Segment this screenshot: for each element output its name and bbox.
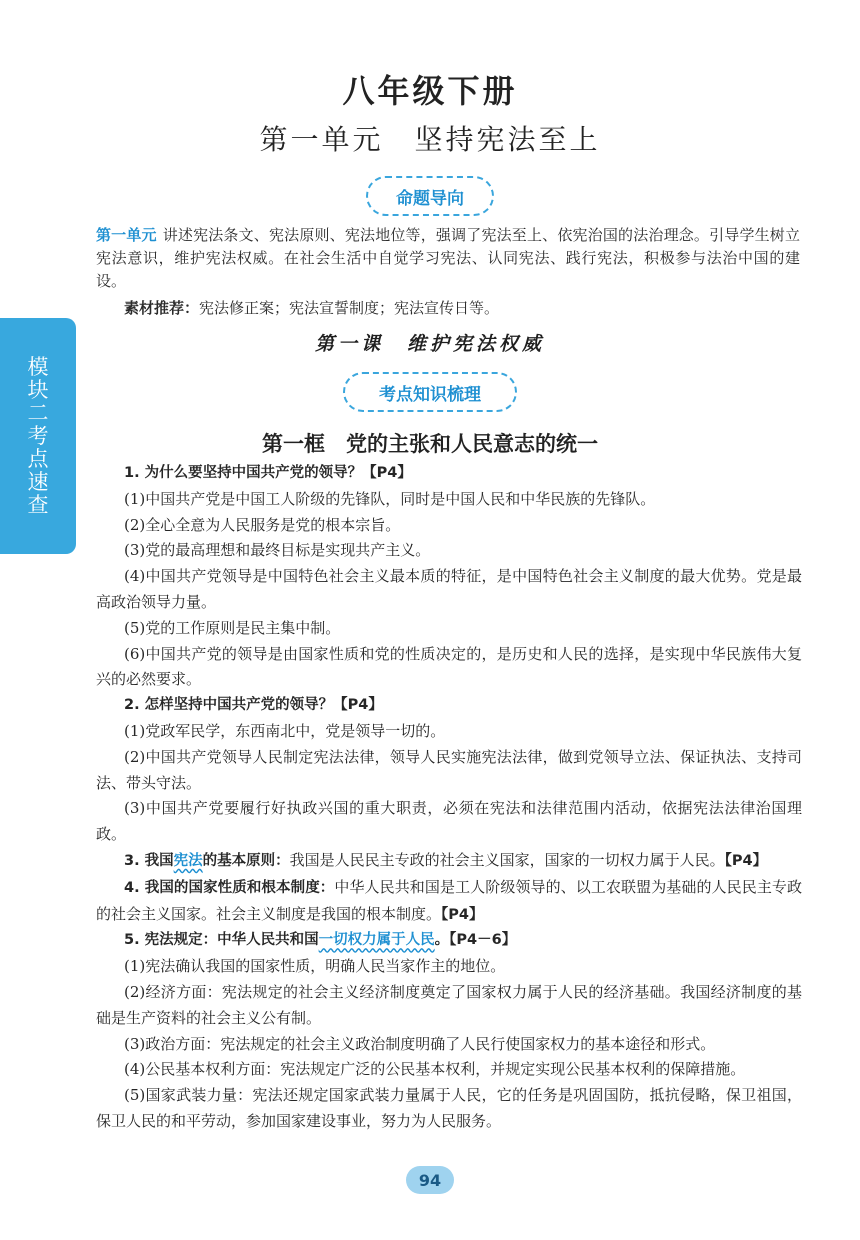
guide-badge	[366, 176, 494, 216]
question-2: 2. 怎样坚持中国共产党的领导？【P4】	[124, 697, 383, 714]
module-side-tab-label: 模块二 考点速查	[27, 354, 70, 517]
answer-5-4: (4)公民基本权利方面：宪法规定广泛的公民基本权利，并规定实现公民基本权利的保障措施。	[124, 1060, 746, 1079]
q4-label: 4. 我国的国家性质和根本制度：	[124, 879, 335, 896]
q4-text: 中华人民共和国是工人阶级领导的、以工农联盟为基础的人民民主专政的社会主义国家。社会主义制度是我国的根本制度。	[96, 877, 802, 923]
q3-ref: 【P4】	[724, 852, 768, 869]
content-body	[96, 461, 802, 1135]
guide-badge-label: 命题导向	[396, 188, 464, 209]
q5-highlight: 一切权力属于人民	[318, 932, 435, 949]
answer-5-3: (3)政治方面：宪法规定的社会主义政治制度明确了人民行使国家权力的基本途径和形式。	[124, 1034, 716, 1053]
lesson-title: 第一课 维护宪法权威	[314, 333, 545, 355]
material-text: 宪法修正案；宪法宣誓制度；宪法宣传日等。	[199, 299, 500, 317]
answer-2-1: (1)党政军民学，东西南北中，党是领导一切的。	[124, 721, 446, 740]
intro-label: 第一单元	[96, 226, 157, 244]
material-recommendation	[124, 297, 804, 319]
question-1: 1. 为什么要坚持中国共产党的领导？【P4】	[124, 465, 412, 481]
answer-5-1: (1)宪法确认我国的国家性质，明确人民当家作主的地位。	[124, 957, 506, 976]
question-5	[96, 928, 802, 954]
q4-ref: 【P4】	[441, 906, 484, 923]
knowledge-badge-label: 考点知识梳理	[379, 384, 481, 405]
question-4	[96, 875, 802, 929]
q5-prefix: 5. 宪法规定：中华人民共和国	[124, 932, 319, 949]
unit-title: 第一单元 坚持宪法至上	[259, 123, 601, 156]
answer-2-3: (3)中国共产党要履行好执政兴国的重大职责，必须在宪法和法律范围内活动，依据宪法法律治国理政。	[96, 799, 802, 844]
question-3	[96, 848, 802, 875]
material-label: 素材推荐：	[124, 299, 200, 317]
q3-highlight: 宪法	[173, 852, 203, 869]
answer-1-6: (6)中国共产党的领导是由国家性质和党的性质决定的，是历史和人民的选择，是实现中华民族伟大复兴的必然要求。	[96, 644, 802, 689]
page-number-badge	[406, 1166, 454, 1194]
q5-ref: 。【P4－6】	[434, 932, 517, 949]
page-number: 94	[418, 1170, 442, 1190]
knowledge-badge	[343, 372, 517, 412]
answer-1-5: (5)党的工作原则是民主集中制。	[124, 618, 341, 637]
unit-intro	[96, 224, 800, 293]
answer-5-5: (5)国家武装力量：宪法还规定国家武装力量属于人民，它的任务是巩固国防，抵抗侵略，保卫祖国，保卫人民的和平劳动，参加国家建设事业，努力为人民服务。	[96, 1086, 802, 1130]
answer-1-3: (3)党的最高理想和最终目标是实现共产主义。	[124, 541, 431, 560]
q3-text: 我国是人民民主专政的社会主义国家，国家的一切权力属于人民。	[289, 850, 725, 869]
answer-1-2: (2)全心全意为人民服务是党的根本宗旨。	[124, 515, 401, 534]
q3-middle: 的基本原则：	[202, 852, 290, 869]
book-title: 八年级下册	[342, 72, 518, 110]
frame-title: 第一框 党的主张和人民意志的统一	[262, 432, 598, 456]
answer-1-1: (1)中国共产党是中国工人阶级的先锋队，同时是中国人民和中华民族的先锋队。	[124, 489, 656, 508]
q3-prefix: 3. 我国	[124, 852, 174, 869]
answer-5-2: (2)经济方面：宪法规定的社会主义经济制度奠定了国家权力属于人民的经济基础。我国经济制度的基础是生产资料的社会主义公有制。	[96, 982, 802, 1027]
answer-1-4: (4)中国共产党领导是中国特色社会主义最本质的特征，是中国特色社会主义制度的最大优势。党是最高政治领导力量。	[96, 567, 802, 611]
intro-text: 讲述宪法条文、宪法原则、宪法地位等，强调了宪法至上、依宪治国的法治理念。引导学生树立宪法意识，维护宪法权威。在社会生活中自觉学习宪法、认同宪法、践行宪法，积极参与法治中国的建设。	[96, 226, 800, 290]
answer-2-2: (2)中国共产党领导人民制定宪法法律，领导人民实施宪法法律，做到党领导立法、保证执法、支持司法、带头守法。	[96, 747, 802, 792]
